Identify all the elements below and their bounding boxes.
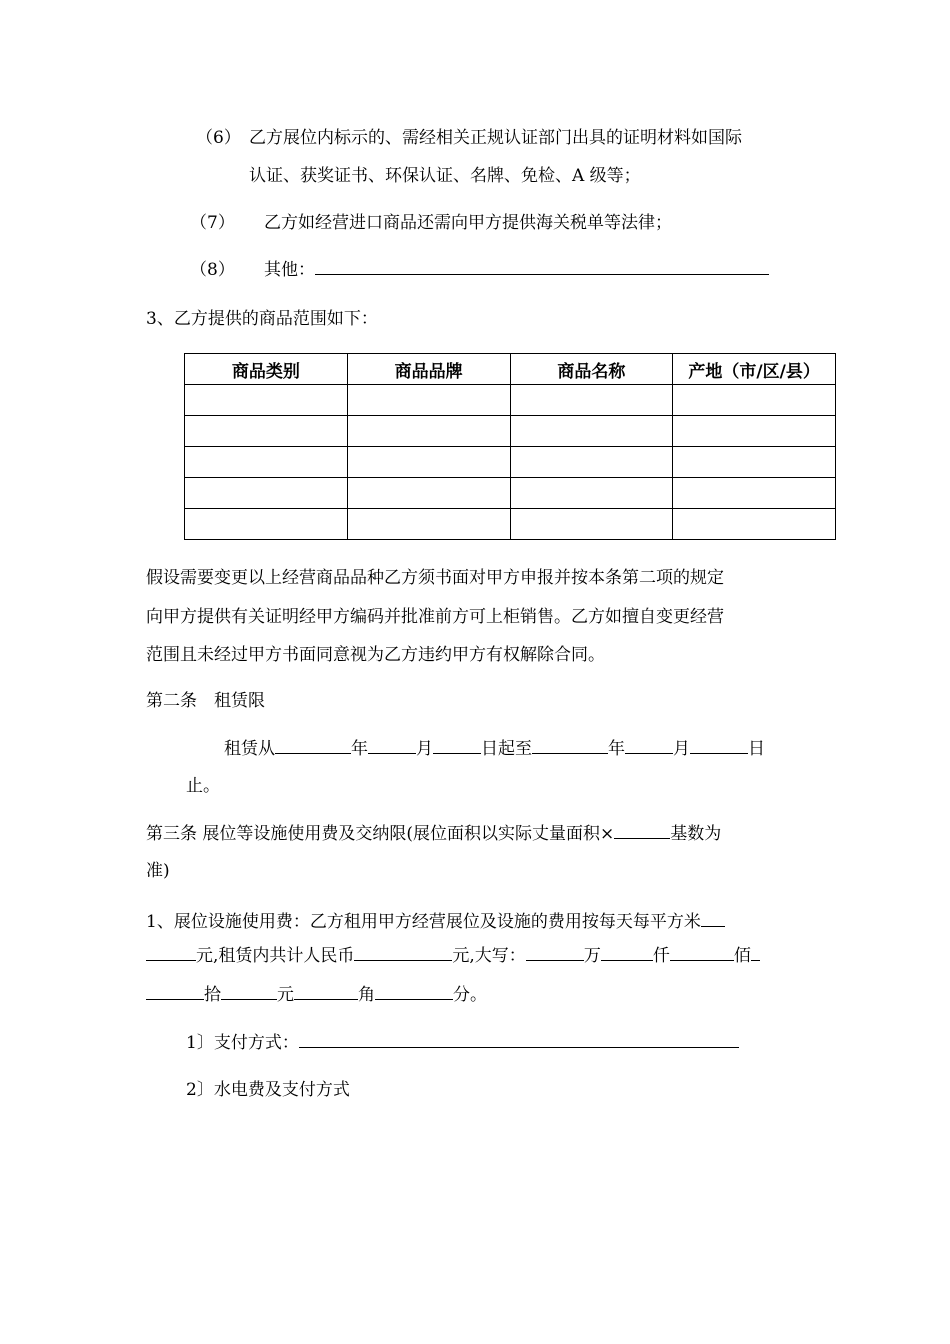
start-year-blank[interactable] <box>275 737 351 754</box>
fen-blank[interactable] <box>375 983 453 1000</box>
table-cell[interactable] <box>347 385 510 416</box>
yuan-total-label: 元,租赁内共计人民币 <box>196 946 355 966</box>
table-cell[interactable] <box>673 416 836 447</box>
payment-method-blank[interactable] <box>299 1031 739 1048</box>
table-cell[interactable] <box>347 416 510 447</box>
bai-label: 佰 <box>733 946 751 966</box>
table-header-row <box>185 354 836 385</box>
end-day-blank[interactable] <box>690 737 748 754</box>
wan-label: 万 <box>583 946 601 966</box>
shi-label: 拾 <box>204 985 221 1005</box>
table-row <box>185 447 836 478</box>
table-cell[interactable] <box>185 509 348 540</box>
table-row <box>185 385 836 416</box>
lease-period-end: 止。 <box>186 776 220 796</box>
header-brand: 商品品牌 <box>347 354 510 385</box>
lease-from-label: 租赁从 <box>224 739 275 759</box>
shi-blank-part1[interactable] <box>751 944 760 961</box>
total-rmb-blank[interactable] <box>354 944 452 961</box>
item-7-text: 乙方如经营进口商品还需向甲方提供海关税单等法律； <box>264 213 672 233</box>
base-number-blank[interactable] <box>614 822 670 839</box>
start-month-blank[interactable] <box>368 737 416 754</box>
qian-blank[interactable] <box>601 944 653 961</box>
table-cell[interactable] <box>347 447 510 478</box>
utilities-line: 2〕水电费及支付方式 <box>186 1080 350 1100</box>
table-cell[interactable] <box>673 447 836 478</box>
payment-method-label: 1〕支付方式： <box>186 1033 299 1053</box>
table-cell[interactable] <box>510 447 673 478</box>
item-8-label: 其他： <box>264 260 315 280</box>
scope-note-line3: 范围且未经过甲方书面同意视为乙方违约甲方有权解除合同。 <box>146 645 605 665</box>
start-month-label: 月 <box>416 739 433 759</box>
item-8-blank[interactable] <box>315 258 769 275</box>
fen-label: 分。 <box>453 985 487 1005</box>
table-cell[interactable] <box>673 509 836 540</box>
scope-note-line1: 假设需要变更以上经营商品品种乙方须书面对甲方申报并按本条第二项的规定 <box>146 568 724 588</box>
jiao-label: 角 <box>358 985 375 1005</box>
capital-label: 元,大写： <box>452 946 526 966</box>
table-cell[interactable] <box>673 385 836 416</box>
yuan-blank[interactable] <box>221 983 277 1000</box>
article-2-title: 第二条 租赁限 <box>146 691 265 711</box>
table-cell[interactable] <box>510 478 673 509</box>
bai-blank[interactable] <box>670 944 734 961</box>
header-category: 商品类别 <box>185 354 348 385</box>
table-cell[interactable] <box>510 509 673 540</box>
end-month-label: 月 <box>673 739 690 759</box>
article-3-title-b: 基数为 <box>670 824 722 844</box>
table-cell[interactable] <box>185 478 348 509</box>
start-day-blank[interactable] <box>433 737 481 754</box>
fee-line2 <box>146 944 760 968</box>
start-year-label: 年 <box>351 739 368 759</box>
item-6-text-line1: 乙方展位内标示的、需经相关正规认证部门出具的证明材料如国际 <box>249 128 742 148</box>
item-6-text-line2: 认证、获奖证书、环保认证、名牌、免检、A 级等； <box>249 166 641 186</box>
lease-period-line <box>224 737 765 761</box>
shi-blank-part2[interactable] <box>146 983 204 1000</box>
payment-method-line <box>186 1031 739 1055</box>
table-cell[interactable] <box>510 385 673 416</box>
table-row <box>185 509 836 540</box>
item-8-number: （8） <box>190 260 235 280</box>
yuan-label: 元 <box>277 985 294 1005</box>
end-month-blank[interactable] <box>625 737 673 754</box>
table-cell[interactable] <box>185 416 348 447</box>
article-3-title-end: 准) <box>146 861 170 881</box>
header-name: 商品名称 <box>510 354 673 385</box>
table-cell[interactable] <box>185 385 348 416</box>
table-cell[interactable] <box>347 478 510 509</box>
table-cell[interactable] <box>673 478 836 509</box>
wan-blank[interactable] <box>526 944 584 961</box>
jiao-blank[interactable] <box>294 983 358 1000</box>
article-3-title-a: 第三条 展位等设施使用费及交纳限(展位面积以实际丈量面积× <box>146 824 615 844</box>
table-cell[interactable] <box>510 416 673 447</box>
table-row <box>185 478 836 509</box>
end-year-label: 年 <box>608 739 625 759</box>
article-3-title <box>146 822 721 846</box>
item-8-other <box>264 258 769 282</box>
end-day-label: 日 <box>748 739 765 759</box>
fee-line1 <box>146 910 725 934</box>
qian-label: 仟 <box>652 946 670 966</box>
goods-scope-table <box>184 353 836 540</box>
table-cell[interactable] <box>185 447 348 478</box>
fee-description: 1、展位设施使用费：乙方租用甲方经营展位及设施的费用按每天每平方米 <box>146 912 701 932</box>
scope-note-line2: 向甲方提供有关证明经甲方编码并批准前方可上柜销售。乙方如擅自变更经营 <box>146 607 724 627</box>
header-origin: 产地（市/区/县） <box>673 354 836 385</box>
scope-heading: 3、乙方提供的商品范围如下： <box>146 309 378 329</box>
fee-line3 <box>146 983 487 1007</box>
item-7-number: （7） <box>190 213 235 233</box>
start-day-label: 日起至 <box>481 739 532 759</box>
table-cell[interactable] <box>347 509 510 540</box>
table-row <box>185 416 836 447</box>
end-year-blank[interactable] <box>532 737 608 754</box>
daily-rate-blank-part1[interactable] <box>701 910 725 927</box>
item-6-number: （6） <box>196 128 241 148</box>
daily-rate-blank-part2[interactable] <box>146 944 196 961</box>
